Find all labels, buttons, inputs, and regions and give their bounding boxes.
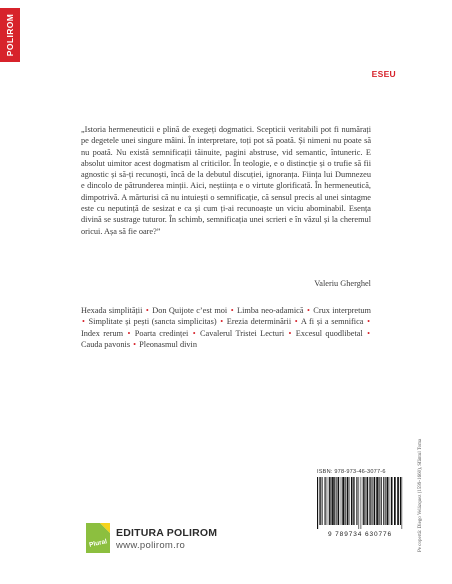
- contents-item: Excesul quodlibetal: [295, 328, 363, 338]
- bullet-separator: •: [367, 317, 371, 327]
- contents-item: Cauda pavonis: [81, 340, 131, 350]
- barcode: [315, 477, 405, 529]
- bullet-separator: •: [127, 328, 131, 338]
- contents-item: Limba neo-adamică: [237, 306, 304, 315]
- contents-item: Erezia determinării: [226, 317, 292, 327]
- contents-list: [81, 305, 371, 351]
- bullet-separator: •: [306, 306, 310, 315]
- contents-item: Crux interpretum: [313, 306, 372, 315]
- publisher-url[interactable]: www.polirom.ro: [116, 540, 186, 551]
- publisher-tab: [0, 8, 20, 62]
- contents-item: Pleonasmul divin: [139, 340, 198, 350]
- contents-item: Poarta credinței: [134, 328, 189, 338]
- contents-item: Cavalerul Tristei Lecturi: [199, 328, 285, 338]
- bullet-separator: •: [288, 328, 292, 338]
- bullet-separator: •: [133, 340, 137, 350]
- bullet-separator: •: [367, 328, 371, 338]
- contents-item: Simplitate și pești (sancta simplicitas): [88, 317, 217, 327]
- contents-item: Index rerum: [81, 328, 124, 338]
- back-cover-quote: „Istoria hermeneuticii e plină de exegeți dogmatici. Scepticii veritabili pot fi numărați pe degetele unei singure mâini. În interpretare, toți pot să poată. Și nimeni nu poate să nu poată. Nu există semnificații tăinuite, pagini abstruse, vid semantic, întuneric. E absolut uimitor acest dogmatism al criticilor. În teologie, e o distincție și o trufie să fii agnostic și să-ți recunoști, încă de la debutul discuției, ignoranța. Ființa lui Dumnezeu e dincolo de pătrunderea minții. Aici, neștiința e o virtute glorificată. În hermeneutică, dimpotrivă. A mărturisi că nu intuiești o semnificație, că sensul precis al unei sintagme este cu neputință de sesizat e ca și cum ți-ai recunoaște un viciu abominabil. Esența divină se sustrage tuturor. În schimb, semnificația unei scrieri e în văzul și la cheremul oricui. Așa să fie oare?”: [81, 125, 371, 236]
- contents-item: Hexada simplității: [81, 306, 143, 315]
- publisher-tab-label: POLIROM: [5, 13, 15, 57]
- contents-item: A fi și a semnifica: [300, 317, 364, 327]
- isbn-label: ISBN: 978-973-46-3077-6: [317, 469, 386, 475]
- isbn-digits: 9 789734 630776: [327, 531, 393, 538]
- svg-text:Plural: Plural: [88, 538, 108, 549]
- bullet-separator: •: [220, 317, 224, 327]
- bullet-separator: •: [145, 306, 149, 315]
- contents-item: Don Quijote c’est moi: [152, 306, 228, 315]
- bullet-separator: •: [82, 317, 85, 327]
- quote-author: Valeriu Gherghel: [314, 279, 371, 288]
- series-label: ESEU: [371, 69, 396, 79]
- bullet-separator: •: [230, 306, 234, 315]
- cover-credit: Pe copertă: Diego Velázquez (1599-1660), Sfântul Toma: [418, 438, 423, 552]
- publisher-name: EDITURA POLIROM: [116, 527, 218, 539]
- bullet-separator: •: [294, 317, 298, 327]
- plural-logo: [86, 523, 110, 553]
- bullet-separator: •: [192, 328, 196, 338]
